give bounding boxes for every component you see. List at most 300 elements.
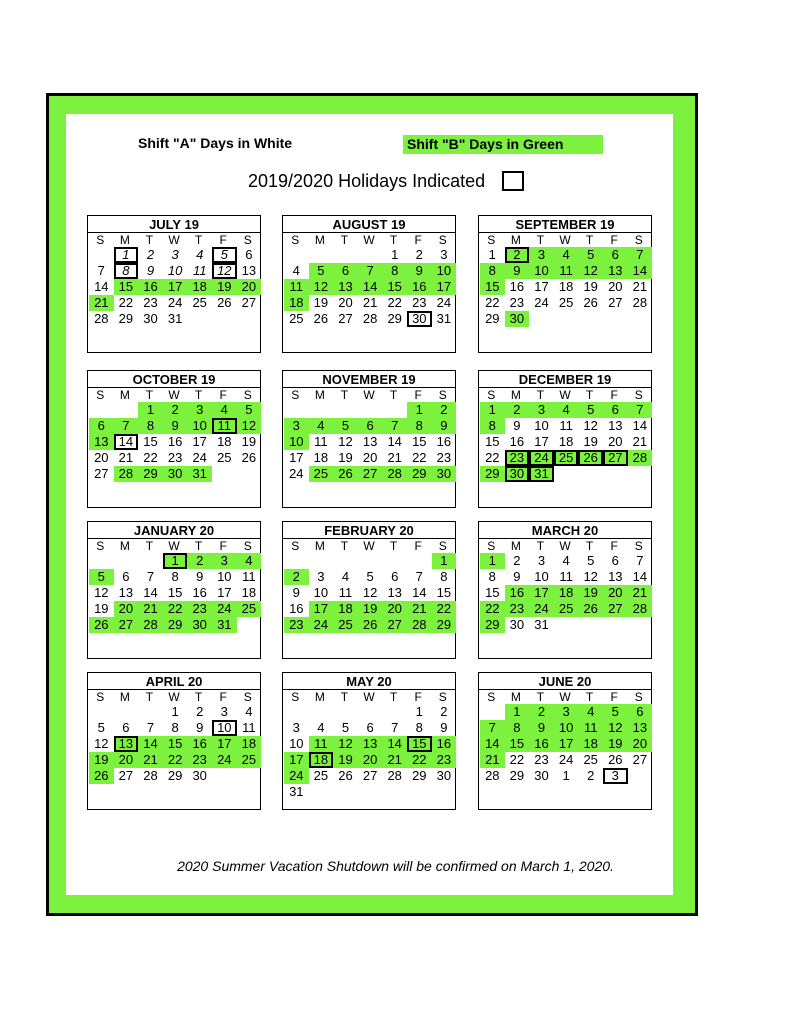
- days-grid: [479, 553, 651, 649]
- weekday-label: T: [194, 539, 203, 553]
- day-cell: 23: [432, 752, 457, 768]
- day-cell: 7: [391, 720, 399, 735]
- weekday-header: [479, 233, 651, 247]
- weekday-label: F: [219, 388, 227, 402]
- weekday-header: [88, 233, 260, 247]
- day-cell: 5: [603, 704, 628, 720]
- weekday-label: T: [389, 388, 398, 402]
- weekday-label: F: [219, 233, 227, 247]
- day-cell: 20: [382, 601, 407, 617]
- day-cell: 9: [529, 720, 554, 736]
- day-cell: 29: [480, 617, 505, 633]
- day-cell: 15: [167, 585, 183, 600]
- day-cell: 8: [488, 569, 496, 584]
- weekday-header: [88, 690, 260, 704]
- weekday-label: T: [585, 690, 594, 704]
- day-cell: 15: [114, 279, 139, 295]
- day-cell: 6: [245, 247, 253, 262]
- day-cell: 30: [187, 617, 212, 633]
- month-title: MAY 20: [283, 673, 455, 690]
- day-cell: 11: [559, 569, 573, 584]
- weekday-label: F: [414, 539, 422, 553]
- day-cell: 11: [559, 418, 573, 433]
- day-cell: 24: [529, 601, 554, 617]
- day-cell: 17: [289, 450, 304, 465]
- day-cell: 16: [436, 434, 452, 449]
- day-cell: 31: [212, 617, 237, 633]
- day-cell: 6: [603, 402, 628, 418]
- day-cell: 12: [583, 569, 598, 584]
- day-cell: 1: [391, 247, 399, 262]
- weekday-label: T: [194, 233, 203, 247]
- day-cell: 6: [611, 553, 619, 568]
- day-cell: 15: [382, 279, 407, 295]
- month-june-20: [478, 672, 652, 810]
- day-cell: 15: [480, 279, 505, 295]
- day-cell: 18: [578, 736, 603, 752]
- month-title: SEPTEMBER 19: [479, 216, 651, 233]
- holiday-day-cell: 24: [529, 450, 554, 466]
- weekday-label: S: [487, 388, 496, 402]
- holiday-day-cell: 12: [212, 263, 237, 279]
- day-cell: 30: [432, 466, 457, 482]
- day-cell: 25: [237, 601, 262, 617]
- day-cell: 2: [196, 704, 204, 719]
- day-cell: 10: [187, 418, 212, 434]
- month-title: DECEMBER 19: [479, 371, 651, 388]
- day-cell: 4: [341, 569, 350, 584]
- day-cell: 19: [583, 279, 598, 294]
- day-cell: 22: [412, 450, 427, 465]
- day-cell: 31: [167, 311, 183, 326]
- days-grid: [283, 247, 455, 343]
- day-cell: 17: [163, 279, 188, 295]
- day-cell: 1: [480, 553, 505, 569]
- holiday-day-cell: 2: [505, 247, 530, 263]
- month-march-20: [478, 521, 652, 659]
- day-cell: 19: [333, 752, 358, 768]
- weekday-header: [479, 388, 651, 402]
- legend-shift-a: Shift "A" Days in White: [138, 135, 293, 151]
- weekday-label: M: [119, 539, 130, 553]
- day-cell: 8: [171, 720, 179, 735]
- day-cell: 24: [534, 295, 549, 310]
- day-cell: 23: [412, 295, 427, 310]
- day-cell: 2: [432, 402, 457, 418]
- day-cell: 26: [608, 752, 623, 767]
- day-cell: 23: [187, 601, 212, 617]
- day-cell: 13: [603, 263, 628, 279]
- weekday-label: W: [363, 690, 375, 704]
- weekday-label: S: [96, 690, 105, 704]
- day-cell: 9: [432, 418, 457, 434]
- weekday-label: T: [536, 690, 545, 704]
- weekday-label: T: [145, 388, 154, 402]
- day-cell: 19: [578, 585, 603, 601]
- day-cell: 30: [505, 311, 530, 327]
- day-cell: 7: [97, 263, 105, 278]
- day-cell: 17: [432, 279, 457, 295]
- weekday-label: T: [536, 233, 545, 247]
- day-cell: 14: [412, 585, 427, 600]
- day-cell: 6: [358, 418, 383, 434]
- day-cell: 1: [488, 247, 496, 262]
- day-cell: 9: [513, 569, 521, 584]
- day-cell: 12: [94, 585, 109, 600]
- day-cell: 21: [118, 450, 134, 465]
- day-cell: 14: [138, 736, 163, 752]
- day-cell: 21: [628, 585, 653, 601]
- day-cell: 2: [587, 768, 595, 783]
- day-cell: 23: [534, 752, 549, 767]
- day-cell: 26: [241, 450, 257, 465]
- weekday-label: T: [585, 388, 594, 402]
- day-cell: 25: [558, 295, 574, 310]
- day-cell: 8: [382, 263, 407, 279]
- day-cell: 9: [505, 263, 530, 279]
- day-cell: 16: [192, 585, 207, 600]
- day-cell: 20: [94, 450, 109, 465]
- day-cell: 4: [317, 720, 325, 735]
- day-cell: 16: [529, 736, 554, 752]
- weekday-header: [88, 388, 260, 402]
- day-cell: 5: [341, 720, 350, 735]
- day-cell: 21: [387, 450, 402, 465]
- day-cell: 12: [583, 418, 598, 433]
- weekday-label: S: [96, 388, 105, 402]
- days-grid: [88, 247, 260, 343]
- day-cell: 8: [171, 569, 179, 584]
- day-cell: 15: [505, 736, 530, 752]
- day-cell: 29: [412, 768, 427, 783]
- day-cell: 13: [241, 263, 257, 278]
- day-cell: 5: [333, 418, 358, 434]
- day-cell: 3: [292, 720, 300, 735]
- day-cell: 10: [167, 263, 183, 278]
- day-cell: 9: [196, 569, 204, 584]
- weekday-header: [283, 233, 455, 247]
- day-cell: 6: [333, 263, 358, 279]
- day-cell: 4: [245, 704, 253, 719]
- weekday-label: M: [510, 539, 521, 553]
- day-cell: 15: [485, 434, 500, 449]
- day-cell: 19: [313, 295, 329, 310]
- day-cell: 28: [485, 768, 500, 783]
- month-title: APRIL 20: [88, 673, 260, 690]
- day-cell: 14: [480, 736, 505, 752]
- day-cell: 1: [407, 402, 432, 418]
- day-cell: 13: [118, 585, 134, 600]
- day-cell: 27: [382, 617, 407, 633]
- weekday-label: F: [219, 539, 227, 553]
- footer-note: 2020 Summer Vacation Shutdown will be confirmed on March 1, 2020.: [177, 858, 614, 874]
- weekday-label: S: [634, 388, 643, 402]
- weekday-label: T: [389, 233, 398, 247]
- day-cell: 16: [167, 434, 183, 449]
- day-cell: 10: [529, 263, 554, 279]
- weekday-header: [283, 539, 455, 553]
- day-cell: 3: [537, 553, 546, 568]
- day-cell: 24: [558, 752, 574, 767]
- day-cell: 21: [480, 752, 505, 768]
- day-cell: 3: [529, 402, 554, 418]
- day-cell: 9: [292, 585, 300, 600]
- weekday-header: [479, 690, 651, 704]
- weekday-label: W: [168, 539, 180, 553]
- day-cell: 26: [89, 768, 114, 784]
- day-cell: 8: [407, 418, 432, 434]
- weekday-label: S: [438, 388, 447, 402]
- day-cell: 23: [284, 617, 309, 633]
- day-cell: 9: [407, 263, 432, 279]
- weekday-label: T: [585, 233, 594, 247]
- day-cell: 25: [217, 450, 232, 465]
- day-cell: 7: [480, 720, 505, 736]
- day-cell: 12: [362, 585, 378, 600]
- day-cell: 19: [583, 434, 598, 449]
- day-cell: 23: [436, 450, 452, 465]
- month-title: AUGUST 19: [283, 216, 455, 233]
- days-grid: [283, 553, 455, 649]
- weekday-label: T: [389, 690, 398, 704]
- day-cell: 29: [485, 311, 500, 326]
- day-cell: 8: [138, 418, 163, 434]
- day-cell: 21: [362, 295, 378, 310]
- weekday-label: S: [243, 690, 252, 704]
- month-august-19: [282, 215, 456, 353]
- days-grid: [88, 402, 260, 498]
- month-february-20: [282, 521, 456, 659]
- day-cell: 11: [192, 263, 207, 278]
- day-cell: 5: [366, 569, 374, 584]
- weekday-label: F: [610, 233, 618, 247]
- weekday-label: S: [243, 388, 252, 402]
- day-cell: 5: [578, 247, 603, 263]
- day-cell: 16: [138, 279, 163, 295]
- day-cell: 12: [309, 279, 334, 295]
- day-cell: 20: [237, 279, 262, 295]
- weekday-label: S: [291, 233, 300, 247]
- weekday-label: S: [438, 233, 447, 247]
- month-april-20: [87, 672, 261, 810]
- day-cell: 13: [358, 736, 383, 752]
- day-cell: 20: [114, 601, 139, 617]
- days-grid: [88, 704, 260, 800]
- day-cell: 30: [143, 311, 158, 326]
- day-cell: 22: [387, 295, 402, 310]
- day-cell: 1: [505, 704, 530, 720]
- day-cell: 30: [534, 768, 549, 783]
- weekday-label: T: [389, 539, 398, 553]
- day-cell: 20: [608, 279, 623, 294]
- weekday-label: F: [414, 690, 422, 704]
- month-january-20: [87, 521, 261, 659]
- day-cell: 16: [509, 279, 525, 294]
- day-cell: 11: [309, 736, 334, 752]
- day-cell: 23: [187, 752, 212, 768]
- day-cell: 28: [94, 311, 109, 326]
- day-cell: 10: [217, 569, 232, 584]
- day-cell: 3: [212, 553, 237, 569]
- day-cell: 16: [505, 585, 530, 601]
- day-cell: 4: [554, 247, 579, 263]
- weekday-label: M: [119, 690, 130, 704]
- day-cell: 29: [509, 768, 525, 783]
- day-cell: 19: [603, 736, 628, 752]
- holiday-day-cell: 26: [578, 450, 603, 466]
- weekday-label: S: [438, 690, 447, 704]
- month-title: FEBRUARY 20: [283, 522, 455, 539]
- month-october-19: [87, 370, 261, 508]
- weekday-label: T: [340, 233, 349, 247]
- day-cell: 4: [554, 402, 579, 418]
- day-cell: 18: [284, 295, 309, 311]
- day-cell: 11: [242, 720, 256, 735]
- day-cell: 1: [138, 402, 163, 418]
- weekday-label: S: [487, 690, 496, 704]
- day-cell: 20: [603, 585, 628, 601]
- day-cell: 2: [146, 247, 155, 262]
- days-grid: [283, 704, 455, 800]
- weekday-label: M: [119, 233, 130, 247]
- weekday-label: S: [243, 539, 252, 553]
- weekday-label: S: [634, 233, 643, 247]
- day-cell: 18: [313, 450, 329, 465]
- weekday-label: W: [168, 233, 180, 247]
- day-cell: 6: [628, 704, 653, 720]
- weekday-label: F: [610, 539, 618, 553]
- day-cell: 3: [284, 418, 309, 434]
- day-cell: 2: [513, 553, 521, 568]
- weekday-label: T: [145, 539, 154, 553]
- day-cell: 14: [382, 736, 407, 752]
- day-cell: 7: [358, 263, 383, 279]
- weekday-header: [283, 690, 455, 704]
- day-cell: 22: [509, 752, 525, 767]
- day-cell: 2: [440, 704, 448, 719]
- days-grid: [283, 402, 455, 498]
- legend-shift-b: Shift "B" Days in Green: [403, 135, 603, 154]
- day-cell: 3: [440, 247, 448, 262]
- day-cell: 9: [196, 720, 204, 735]
- day-cell: 25: [289, 311, 304, 326]
- day-cell: 4: [237, 553, 262, 569]
- day-cell: 13: [333, 279, 358, 295]
- day-cell: 13: [608, 569, 623, 584]
- day-cell: 3: [529, 247, 554, 263]
- day-cell: 3: [187, 402, 212, 418]
- weekday-label: S: [96, 233, 105, 247]
- day-cell: 17: [192, 434, 207, 449]
- day-cell: 17: [529, 585, 554, 601]
- day-cell: 18: [333, 601, 358, 617]
- day-cell: 18: [558, 279, 574, 294]
- weekday-label: F: [414, 388, 422, 402]
- weekday-label: M: [314, 388, 325, 402]
- day-cell: 29: [138, 466, 163, 482]
- day-cell: 14: [387, 434, 402, 449]
- days-grid: [479, 704, 651, 800]
- day-cell: 21: [138, 601, 163, 617]
- day-cell: 24: [212, 601, 237, 617]
- day-cell: 14: [358, 279, 383, 295]
- holiday-day-cell: 30: [505, 466, 530, 482]
- day-cell: 26: [583, 295, 598, 310]
- holiday-day-cell: 14: [114, 434, 139, 450]
- day-cell: 3: [554, 704, 579, 720]
- day-cell: 27: [94, 466, 109, 481]
- day-cell: 22: [143, 450, 158, 465]
- day-cell: 1: [171, 704, 179, 719]
- day-cell: 24: [192, 450, 207, 465]
- weekday-label: S: [291, 539, 300, 553]
- holiday-day-cell: 31: [529, 466, 554, 482]
- day-cell: 1: [415, 704, 423, 719]
- day-cell: 17: [284, 752, 309, 768]
- day-cell: 6: [391, 569, 399, 584]
- day-cell: 17: [554, 736, 579, 752]
- weekday-label: W: [168, 690, 180, 704]
- day-cell: 10: [289, 736, 304, 751]
- weekday-label: S: [487, 539, 496, 553]
- holiday-day-cell: 8: [114, 263, 139, 279]
- day-cell: 18: [241, 585, 257, 600]
- day-cell: 11: [338, 585, 353, 600]
- day-cell: 17: [212, 736, 237, 752]
- day-cell: 31: [436, 311, 452, 326]
- day-cell: 31: [534, 617, 549, 632]
- day-cell: 27: [338, 311, 353, 326]
- weekday-label: T: [194, 690, 203, 704]
- weekday-label: S: [243, 233, 252, 247]
- day-cell: 16: [187, 736, 212, 752]
- weekday-label: W: [559, 690, 571, 704]
- day-cell: 28: [407, 617, 432, 633]
- day-cell: 6: [603, 247, 628, 263]
- day-cell: 12: [578, 263, 603, 279]
- day-cell: 26: [89, 617, 114, 633]
- day-cell: 23: [143, 295, 158, 310]
- day-cell: 16: [407, 279, 432, 295]
- day-cell: 22: [432, 601, 457, 617]
- weekday-label: T: [585, 539, 594, 553]
- day-cell: 11: [242, 569, 256, 584]
- holiday-day-cell: 25: [554, 450, 579, 466]
- day-cell: 8: [415, 720, 423, 735]
- weekday-label: T: [340, 539, 349, 553]
- day-cell: 28: [362, 311, 378, 326]
- month-title: JUNE 20: [479, 673, 651, 690]
- day-cell: 17: [534, 434, 549, 449]
- day-cell: 8: [505, 720, 530, 736]
- holiday-day-cell: 5: [212, 247, 237, 263]
- day-cell: 12: [603, 720, 628, 736]
- day-cell: 2: [163, 402, 188, 418]
- day-cell: 28: [628, 601, 653, 617]
- days-grid: [479, 247, 651, 343]
- day-cell: 27: [632, 752, 648, 767]
- day-cell: 10: [432, 263, 457, 279]
- weekday-label: M: [314, 233, 325, 247]
- day-cell: 22: [163, 601, 188, 617]
- day-cell: 15: [163, 736, 188, 752]
- month-july-19: [87, 215, 261, 353]
- day-cell: 16: [289, 601, 304, 616]
- day-cell: 2: [529, 704, 554, 720]
- day-cell: 20: [608, 434, 623, 449]
- weekday-label: S: [96, 539, 105, 553]
- day-cell: 3: [171, 247, 179, 262]
